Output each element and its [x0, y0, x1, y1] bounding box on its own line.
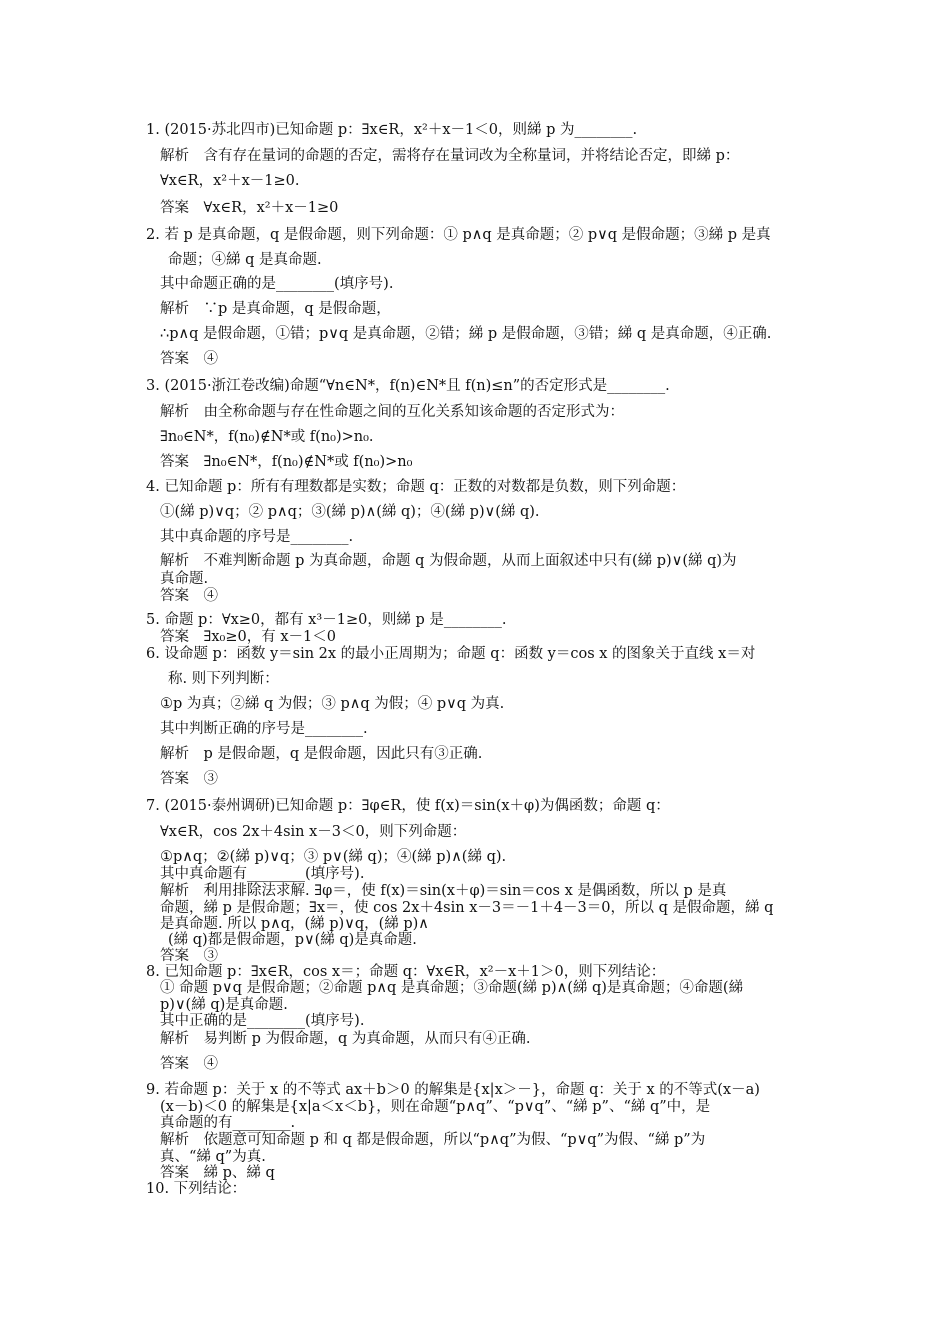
text-line-q1-analysis-1: 解析 含有存在量词的命题的否定，需将存在量词改为全称量词，并将结论否定，即綈 p： [160, 148, 740, 164]
text-line-q7-analysis-2: 命题，綈 p 是假命题；∃x＝，使 cos 2x＋4sin x－3＝－1＋4－3＝0，所以 q 是假命题，綈 q [160, 900, 774, 916]
text-line-q2-stem-1: 2. 若 p 是真命题，q 是假命题，则下列命题：① p∧q 是真命题；② p∨q 是假命题；③綈 p 是真 [146, 227, 771, 243]
text-line-q4-analysis-1: 解析 不难判断命题 p 为真命题，命题 q 为假命题，从而上面叙述中只有(綈 p)∨(綈 q)为 [160, 553, 737, 569]
text-line-q4-stem-3: 其中真命题的序号是________. [160, 529, 354, 545]
text-line-q1-stem: 1. (2015·苏北四市)已知命题 p：∃x∈R，x²＋x－1＜0，则綈 p 为________. [146, 122, 638, 138]
text-line-q9-analysis-1: 解析 依题意可知命题 p 和 q 都是假命题，所以“p∧q”为假、“p∨q”为假、“綈 p”为 [160, 1132, 706, 1148]
text-line-q1-analysis-2: ∀x∈R，x²＋x－1≥0. [160, 173, 300, 189]
text-line-q3-analysis-2: ∃n₀∈N*，f(n₀)∉N*或 f(n₀)>n₀. [160, 429, 374, 445]
text-line-q6-stem-4: 其中判断正确的序号是________. [160, 721, 368, 737]
text-line-q4-stem-2: ①(綈 p)∨q；② p∧q；③(綈 p)∧(綈 q)；④(綈 p)∨(綈 q). [160, 504, 540, 520]
text-line-q7-answer: 答案 ③ [160, 948, 218, 964]
text-line-q7-stem-3: ①p∧q；②(綈 p)∨q；③ p∨(綈 q)；④(綈 p)∧(綈 q). [160, 849, 507, 865]
text-line-q2-analysis-2: ∴p∧q 是假命题，①错；p∨q 是真命题，②错；綈 p 是假命题，③错；綈 q 是真命题，④正确. [160, 326, 772, 342]
text-line-q4-analysis-2: 真命题. [160, 571, 209, 587]
text-line-q2-stem-2: 命题；④綈 q 是真命题. [168, 252, 322, 268]
text-line-q9-analysis-2: 真、“綈 q”为真. [160, 1149, 266, 1165]
text-line-q9-stem-1: 9. 若命题 p：关于 x 的不等式 ax＋b＞0 的解集是{x|x＞－}，命题 q：关于 x 的不等式(x－a) [146, 1082, 760, 1098]
text-line-q2-analysis-1: 解析 ∵p 是真命题，q 是假命题， [160, 301, 391, 317]
text-line-q7-analysis-4: (綈 q)都是假命题，p∨(綈 q)是真命题. [168, 932, 417, 948]
text-line-q4-stem-1: 4. 已知命题 p：所有有理数都是实数；命题 q：正数的对数都是负数，则下列命题： [146, 479, 686, 495]
text-line-q8-stem-2: ① 命题 p∨q 是假命题；②命题 p∧q 是真命题；③命题(綈 p)∧(綈 q)是真命题；④命题(綈 [160, 980, 744, 996]
text-line-q8-stem-3: p)∨(綈 q)是真命题. [160, 997, 288, 1013]
text-line-q8-stem-4: 其中正确的是________(填序号). [160, 1013, 365, 1029]
text-line-q8-answer: 答案 ④ [160, 1056, 218, 1072]
text-line-q2-answer: 答案 ④ [160, 351, 218, 367]
text-line-q5-answer: 答案 ∃x₀≥0，有 x－1＜0 [160, 629, 336, 645]
text-line-q6-stem-2: 称. 则下列判断： [168, 671, 279, 687]
text-line-q3-analysis-1: 解析 由全称命题与存在性命题之间的互化关系知该命题的否定形式为： [160, 404, 624, 420]
text-line-q3-answer: 答案 ∃n₀∈N*，f(n₀)∉N*或 f(n₀)>n₀ [160, 454, 413, 470]
text-line-q10-stem: 10. 下列结论： [146, 1181, 247, 1197]
text-line-q6-stem-3: ①p 为真；②綈 q 为假；③ p∧q 为假；④ p∨q 为真. [160, 696, 505, 712]
text-line-q6-stem-1: 6. 设命题 p：函数 y＝sin 2x 的最小正周期为；命题 q：函数 y＝cos x 的图象关于直线 x＝对 [146, 646, 756, 662]
text-line-q2-stem-3: 其中命题正确的是________(填序号). [160, 276, 394, 292]
text-line-q9-stem-2: (x－b)＜0 的解集是{x|a＜x＜b}，则在命题“p∧q”、“p∨q”、“綈 p”、“綈 q”中，是 [160, 1099, 711, 1115]
text-line-q5-stem: 5. 命题 p：∀x≥0，都有 x³－1≥0，则綈 p 是________. [146, 612, 507, 628]
text-line-q7-stem-4: 其中真命题有________(填序号). [160, 866, 365, 882]
text-line-q4-answer: 答案 ④ [160, 588, 218, 604]
text-line-q7-stem-1: 7. (2015·泰州调研)已知命题 p：∃φ∈R，使 f(x)＝sin(x＋φ)为偶函数；命题 q： [146, 798, 670, 814]
text-line-q9-answer: 答案 綈 p、綈 q [160, 1165, 275, 1181]
text-line-q7-analysis-3: 是真命题. 所以 p∧q，(綈 p)∨q，(綈 p)∧ [160, 916, 429, 932]
text-line-q7-stem-2: ∀x∈R，cos 2x＋4sin x－3＜0，则下列命题： [160, 824, 467, 840]
text-line-q3-stem: 3. (2015·浙江卷改编)命题“∀n∈N*，f(n)∈N*且 f(n)≤n”的否定形式是________. [146, 378, 670, 394]
text-line-q7-analysis-1: 解析 利用排除法求解. ∃φ＝，使 f(x)＝sin(x＋φ)＝sin＝cos x 是偶函数，所以 p 是真 [160, 883, 727, 899]
text-line-q9-stem-3: 真命题的有________. [160, 1115, 296, 1131]
text-line-q1-answer: 答案 ∀x∈R，x²＋x－1≥0 [160, 200, 339, 216]
text-line-q8-stem-1: 8. 已知命题 p：∃x∈R，cos x＝；命题 q：∀x∈R，x²－x＋1＞0，则下列结论： [146, 964, 666, 980]
text-line-q6-analysis: 解析 p 是假命题，q 是假命题，因此只有③正确. [160, 746, 483, 762]
text-line-q6-answer: 答案 ③ [160, 771, 218, 787]
text-line-q8-analysis: 解析 易判断 p 为假命题，q 为真命题，从而只有④正确. [160, 1031, 531, 1047]
